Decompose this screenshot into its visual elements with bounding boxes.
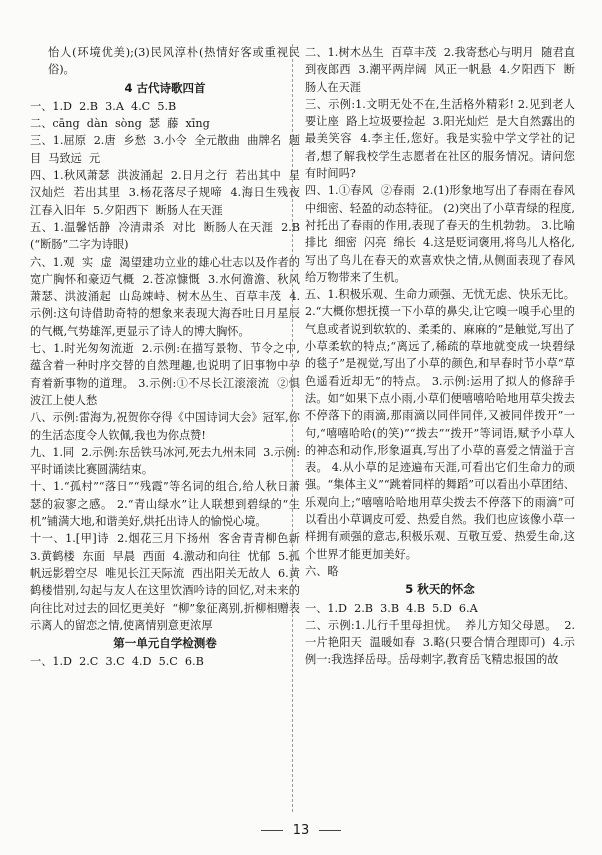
answer-paragraph: 一、1.D 2.B 3.B 4.B 5.D 6.A bbox=[305, 601, 478, 615]
answer-paragraph: 四、1.①春风 ②春雨 2.(1)形象地写出了春雨在春风中细密、轻盈的动态特征。 (2)突出了小草青绿的程度,衬托出了春雨的作用,表现了春天的生机勃勃。 3.比喻 排比 细密 闪亮 绵长 4.这是贬词褒用,将鸟儿人格化,写出了鸟儿在春天的欢喜欢快之情,从侧面表现了春风给万物带来了生机。 bbox=[305, 184, 583, 284]
section-heading: 第一单元自学检测卷 bbox=[113, 636, 217, 651]
section-heading: 5 秋天的怀念 bbox=[405, 582, 475, 597]
right-column bbox=[305, 44, 583, 669]
answer-paragraph: 十一、1.[甲]诗 2.烟花三月下扬州 客舍青青柳色新 3.黄鹤楼 东面 早晨 西面 4.激动和向往 忧郁 5.孤帆远影碧空尽 唯见长江天际流 西出阳关无故人 6.黄鹤楼惜别,勾起与友人在这里饮酒吟诗的回忆,对未来的向往比对过去的回忆更美好 “柳”象征离别,折柳相赠表示离人的留恋之情,使离情别意更浓厚 bbox=[30, 532, 308, 632]
footer-dash-left bbox=[261, 830, 283, 831]
section-heading: 4 古代诗歌四首 bbox=[124, 80, 206, 95]
answer-paragraph: 一、1.D 2.C 3.C 4.D 5.C 6.B bbox=[30, 655, 204, 669]
left-column bbox=[30, 44, 308, 671]
answer-paragraph: 一、1.D 2.B 3.A 4.C 5.B bbox=[30, 99, 177, 113]
answer-paragraph: 五、1.温馨恬静 冷清肃杀 对比 断肠人在天涯 2.B(“断肠”二字为诗眼) bbox=[30, 220, 300, 252]
column-divider bbox=[292, 44, 293, 812]
answer-paragraph: 七、1.时光匆匆流逝 2.示例:在描写景物、节令之中,蕴含着一种时序交替的自然理趣,也说明了旧事物中孕育着新事物的道理。 3.示例:①不尽长江滚滚流 ②惧波江上使人愁 bbox=[30, 342, 300, 407]
answer-paragraph: 五、1.积极乐观、生命力顽强、无忧无虑、快乐无比。 2.“大概你想抚摸一下小草的鼻尖,让它嗅一嗅手心里的气息或者说到软软的、柔柔的、麻麻的”是触觉,写出了小草柔软的特点;“离远了,稀疏的草地就变成一块碧绿的毯子”是视觉,写出了小草的颜色,和早春时节小草“草色遥看近却无”的特点。 3.示例:运用了拟人的修辞手法。如“如果下点小雨,小草们便嘻嘻哈哈地用草尖拨去不停落下的雨滴,那雨滴以同伴同伴,又被同伴拨开”一句,“嘻嘻哈哈(的笑)”“拨去”“拨开”等词语,赋予小草人的神态和动作,形象逼真,写出了小草的喜爱之情溢于言表。 4.从小草的足迹遍布天涯,可看出它们生命力的顽强。“集体主义”“跳着同样的舞蹈”可以看出小草团结、乐观向上;“嘻嘻哈哈地用草尖拨去不停落下的雨滴”可以看出小草调皮可爱、热爱自然。我们也应该像小草一样拥有顽强的意志,积极乐观、互敬互爱、热爱生命,这个世界才能更加美好。 bbox=[305, 288, 579, 561]
answer-paragraph: 三、示例:1.文明无处不在,生活格外精彩! 2.见到老人要让座 路上垃圾要捡起 3.阳光灿烂 是大自然露出的最美笑容 4.李主任,您好。我是实验中学文学社的记者,想了解我校学生志愿者在社区的服务情况。请问您有时间吗? bbox=[305, 97, 575, 181]
page-footer bbox=[0, 823, 602, 838]
answer-paragraph: 十、1.“孤村”“落日”“残霞”等名词的组合,给人秋日萧瑟的寂寥之感。 2.“青山绿水”让人联想到碧绿的“生机”铺满大地,和谐美好,烘托出诗人的愉悦心境。 bbox=[30, 480, 300, 529]
answer-paragraph: 三、1.屈原 2.唐 乡愁 3.小令 全元散曲 曲牌名 题目 马致远 元 bbox=[30, 134, 300, 165]
answer-paragraph: 怡人(环境优美);(3)民风淳朴(热情好客或重视民俗)。 bbox=[48, 46, 300, 77]
answer-paragraph: 六、略 bbox=[305, 564, 339, 578]
answer-paragraph: 六、1.观 实 虚 渴望建功立业的雄心壮志以及作者的宽广胸怀和豪迈气概 2.苍凉慷慨 3.水何澹澹、秋风萧瑟、洪波涌起 山岛竦峙、树木丛生、百草丰茂 4.示例:这句诗借助奇特的想象来表现大海吞吐日月星辰的气概,气势雄浑,更显示了诗人的博大胸怀。 bbox=[30, 255, 300, 338]
answer-paragraph: 八、示例:雷海为,祝贺你夺得《中国诗词大会》冠军,你的生活态度令人钦佩,我也为你点赞! bbox=[30, 411, 300, 442]
page-number: 13 bbox=[292, 823, 310, 838]
footer-dash-right bbox=[319, 830, 341, 831]
answer-paragraph: 二、1.树木丛生 百草丰茂 2.我寄愁心与明月 随君直到夜郎西 3.潮平两岸阔 风正一帆悬 4.夕阳西下 断肠人在天涯 bbox=[305, 46, 575, 94]
answer-paragraph: 二、示例:1.儿行千里母担忧。 养儿方知父母恩。 2.一片艳阳天 温暖如春 3.略(只要合情合理即可) 4.示例一:我选择岳母。岳母刺字,教育岳飞精忠报国的故 bbox=[305, 618, 575, 667]
answer-paragraph: 四、1.秋风萧瑟 洪波涌起 2.日月之行 若出其中 星汉灿烂 若出其里 3.杨花落尽子规啼 4.海日生残夜 江春入旧年 5.夕阳西下 断肠人在天涯 bbox=[30, 169, 308, 217]
answer-paragraph: 九、1.同 2.示例:东岳铁马冰河,死去九州未同 3.示例:平时诵读比赛圆满结束。 bbox=[30, 445, 300, 477]
answer-paragraph: 二、cāng dàn sòng 瑟 藤 xīng bbox=[30, 117, 210, 131]
